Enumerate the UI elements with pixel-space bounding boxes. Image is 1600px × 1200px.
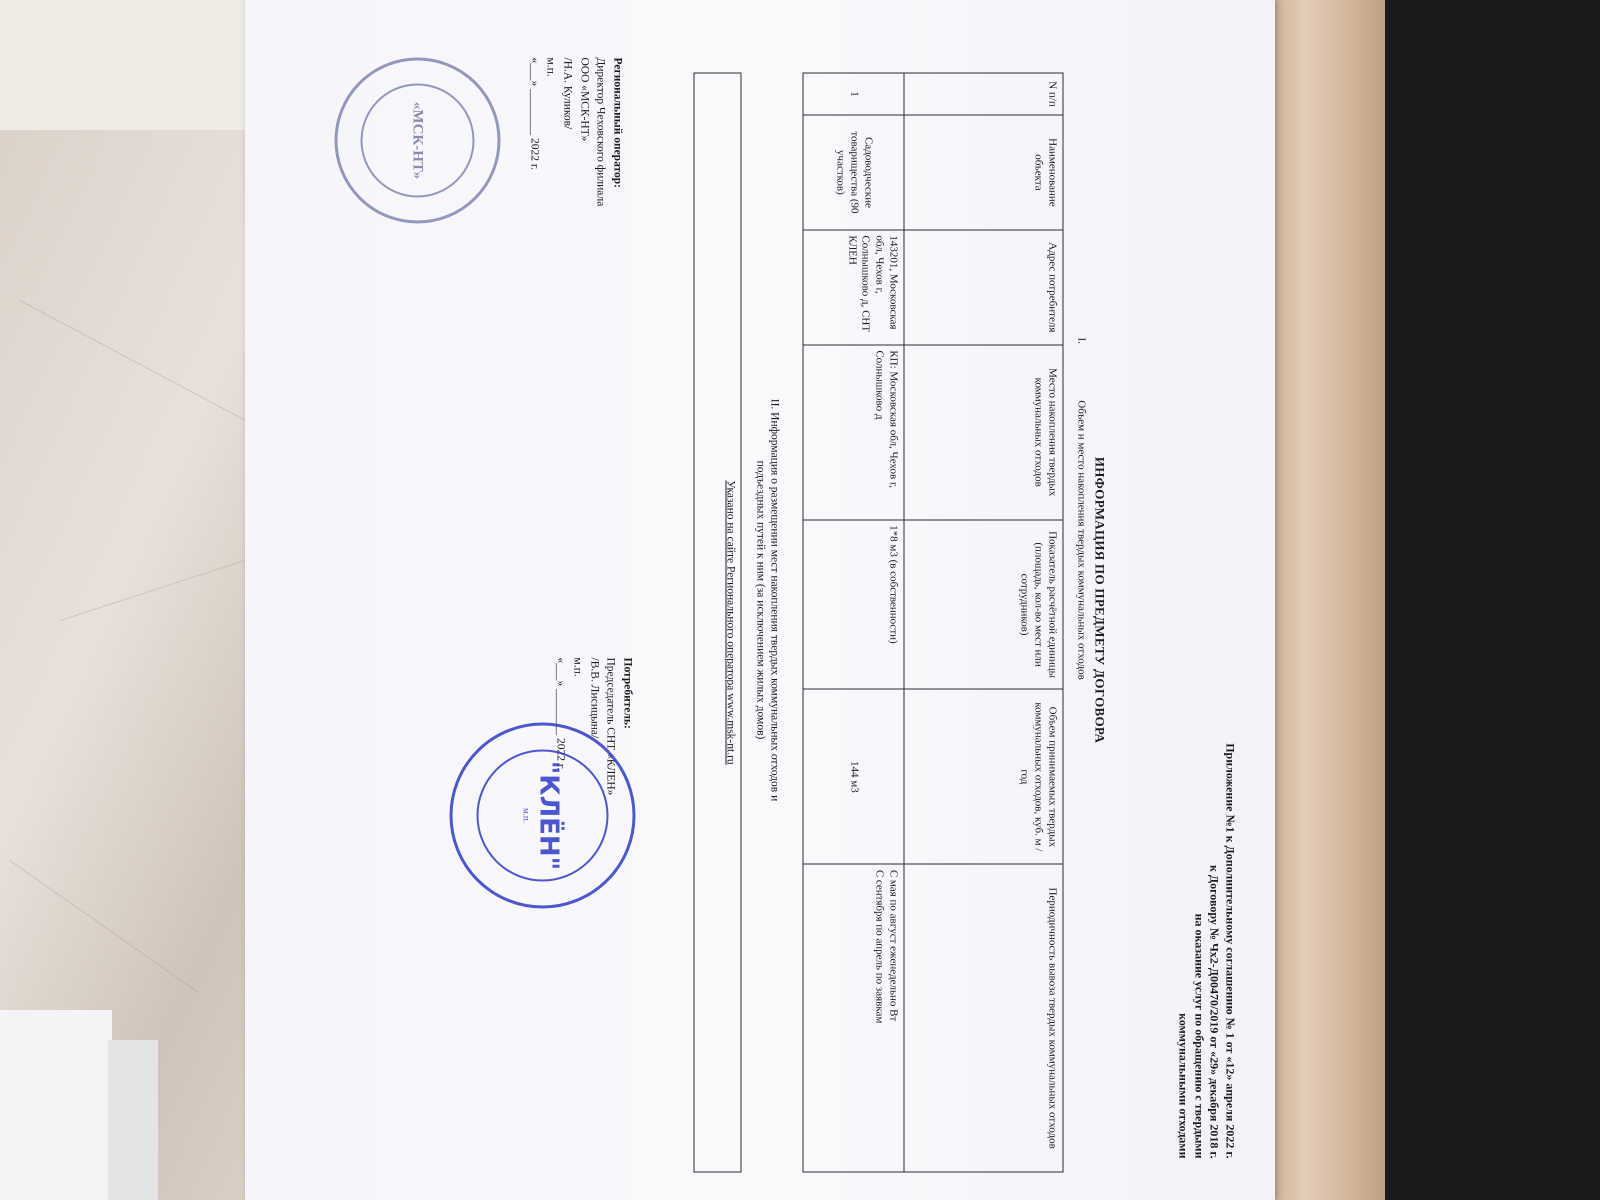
document-title: ИНФОРМАЦИЯ ПО ПРЕДМЕТУ ДОГОВОРА <box>1092 456 1108 744</box>
unit-indicator: 1*8 м3 (в собственности) <box>803 520 904 690</box>
appendix-header <box>1175 599 1237 1159</box>
accumulation-place: КП: Московская обл, Чехов г, Солнышково д <box>803 345 904 520</box>
section-2-heading <box>753 18 782 1183</box>
stamp-inner-ring <box>477 750 609 882</box>
document-paper <box>245 0 1275 1200</box>
site-note-box <box>694 73 742 1173</box>
stamp-name: "КЛЁН" <box>533 760 564 871</box>
signature-org: ООО «МСК-НТ» <box>578 57 591 142</box>
signature-mp: м.п. <box>544 57 557 77</box>
period-summer: С мая по август еженедельно Вт <box>887 869 900 1022</box>
document-sheet <box>266 18 1256 1183</box>
signature-heading: Потребитель: <box>621 657 634 729</box>
table-header: Объем принимаемых твердых коммунальных отходов, куб. м /год <box>904 689 1063 864</box>
marble-vein <box>20 300 250 423</box>
table-header: Адрес потребителя <box>904 230 1063 345</box>
stamp-inner-ring <box>361 84 475 198</box>
object-table <box>803 73 1064 1173</box>
row-number: 1 <box>803 73 904 115</box>
section-1-heading <box>1074 338 1088 680</box>
marble-vein <box>9 860 198 993</box>
section-2-line: подъездных путей к ним (за исключением жилых домов) <box>754 460 767 740</box>
collection-period <box>803 864 904 1172</box>
table-row <box>803 73 904 1172</box>
signature-heading: Региональный оператор: <box>611 57 624 188</box>
table-header: Наименование объекта <box>904 115 1063 230</box>
stamp-mp: м.п. <box>521 807 532 823</box>
header-line: Приложение №1 к Дополнительному соглашению № 1 от «12» апреля 2022 г. <box>1223 743 1238 1159</box>
signature-date: «___» ________ 2022 г. <box>528 57 541 171</box>
table-header-row <box>904 73 1063 1172</box>
table-header: N п/п <box>904 73 1063 115</box>
consumer-address: 143201, Московская обл, Чехов г, Солнышково д, СНТ КЛЕН <box>803 230 904 345</box>
header-line: коммунальными отходами <box>1176 1013 1191 1159</box>
background-dark-floor <box>1385 0 1600 1200</box>
signature-name: /Н.А. Куликов/ <box>561 57 574 130</box>
table-header: Периодичность вывоза твердых коммунальных отходов <box>904 864 1063 1172</box>
header-line: к Договору № Чх2-Д00470/2019 от «29» декабря 2018 г. <box>1207 864 1222 1159</box>
signature-role: Председатель СНТ «КЛЕН» <box>604 657 617 796</box>
table-header: Место накопления твердых коммунальных отходов <box>904 345 1063 520</box>
site-note: Указано на сайте Регионального оператора www.msk-nt.ru <box>724 480 737 765</box>
stamp-snt-klen <box>450 723 636 909</box>
period-winter: С сентября по апрель по заявкам <box>873 869 886 1024</box>
signature-role: Директор Чеховского филиала <box>594 57 607 207</box>
stamp-name: «МСК-НТ» <box>409 101 426 180</box>
background-paper-scrap-edge <box>108 1040 158 1200</box>
section-number: I. <box>1075 337 1088 344</box>
header-line: на оказание услуг по обращению с твердыми <box>1192 913 1207 1159</box>
section-2-line: II. Информация о размещении мест накопления твердых коммунальных отходов и <box>768 398 781 802</box>
background-paper-scrap <box>0 1010 112 1200</box>
object-name: Садоводческие товарищества (90 участков) <box>803 115 904 230</box>
table-header: Показатель расчётной единицы (площадь, кол-во мест или сотрудников) <box>904 520 1063 690</box>
marble-vein <box>60 558 251 621</box>
signature-name: /В.В. Лисицына/ <box>588 657 601 739</box>
background-ledge <box>1265 0 1395 1200</box>
background-paper-top <box>0 0 250 130</box>
signature-date: «___» ________ 2022 г. <box>554 657 567 771</box>
signature-mp: м.п. <box>571 657 584 677</box>
stamp-msk-nt <box>335 58 501 224</box>
signature-block-operator <box>525 58 625 438</box>
waste-volume: 144 м3 <box>803 689 904 864</box>
section-text: Объем и место накопления твердых коммунальных отходов <box>1075 400 1088 680</box>
